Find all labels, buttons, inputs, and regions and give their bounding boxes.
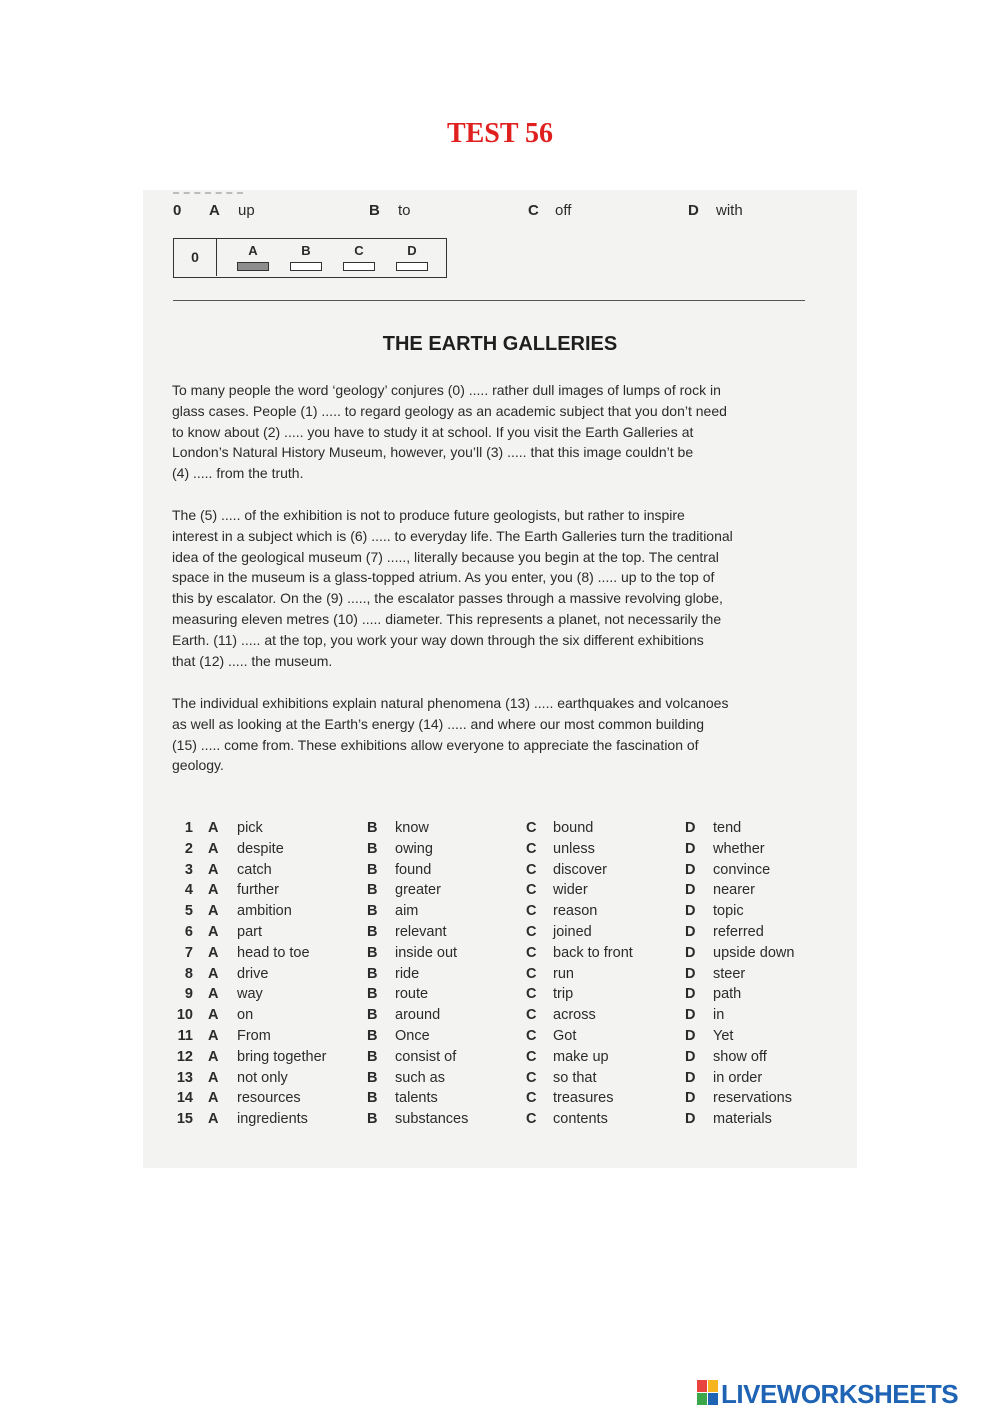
option-b: around [395,1007,441,1024]
answer-grid-letter: C [354,243,364,258]
option-letter-c: C [526,1007,537,1024]
question-number: 2 [184,840,193,857]
option-a: drive [237,965,269,982]
option-d: reservations [713,1090,792,1107]
option-c: treasures [553,1090,614,1107]
option-c: Got [553,1027,577,1044]
option-c: make up [553,1048,609,1065]
option-letter-c: C [526,1048,537,1065]
cropped-example-heading [173,184,243,194]
option-letter-a: A [208,1027,219,1044]
option-letter-a: A [208,903,219,920]
option-letter-a: A [208,923,219,940]
question-row [173,1090,823,1111]
option-d: show off [713,1048,767,1065]
question-number: 1 [184,820,193,836]
option-d: in [713,1007,725,1024]
option-a: despite [237,840,284,857]
option-c: trip [553,986,574,1003]
option-c: so that [553,1069,597,1086]
option-letter-a: A [208,1111,219,1128]
option-d: upside down [713,944,795,961]
option-d: tend [713,820,742,836]
answer-grid-cell [290,262,322,271]
paragraph-line: interest in a subject which is (6) ..... to everyday life. The Earth Galleries turn the traditional [172,527,733,544]
option-letter-a: A [208,1048,219,1065]
option-d: steer [713,965,746,982]
option-d: materials [713,1111,772,1128]
option-letter-d: D [685,1027,696,1044]
option-letter-d: D [685,944,696,961]
option-c: bound [553,820,594,836]
question-row [173,1049,823,1070]
paragraph-line: (15) ..... come from. These exhibitions allow everyone to appreciate the fascination of [172,736,699,753]
question-number: 11 [177,1027,193,1044]
question-number: 15 [176,1111,193,1128]
option-a: head to toe [237,944,310,961]
option-letter-a: A [208,1090,219,1107]
option-c: run [553,965,574,982]
option-letter-a: A [208,944,219,961]
option-letter-d: D [685,1090,696,1107]
option-letter-b: B [367,944,378,961]
question-number: 14 [176,1090,193,1107]
option-d: convince [713,861,771,878]
option-c: across [553,1007,596,1024]
question-row [173,1007,823,1028]
option-letter-a: A [208,820,219,836]
article-paragraph-2 [172,505,812,671]
question-number: 10 [176,1007,193,1024]
option-letter-c: C [526,923,537,940]
option-letter-c: C [526,986,537,1003]
option-c: discover [553,861,607,878]
option-letter-d: D [685,882,696,899]
paragraph-line: idea of the geological museum (7) ....., literally because you begin at the top. The central [172,548,719,565]
option-letter-c: C [526,965,537,982]
option-letter-c: C [526,861,537,878]
option-b: talents [395,1090,438,1107]
option-letter-d: D [685,1048,696,1065]
question-row [173,862,823,883]
option-c: joined [553,923,592,940]
example-option-a: up [238,202,255,219]
question-row [173,945,823,966]
option-a: way [237,986,263,1003]
answer-grid-letter: A [248,243,258,258]
question-number: 7 [184,944,193,961]
option-b: route [395,986,429,1003]
option-letter-a: A [208,1007,219,1024]
option-letter-c: C [526,1027,537,1044]
question-number: 12 [176,1048,193,1065]
option-letter-a: A [208,1069,219,1086]
option-b: know [395,820,429,836]
paragraph-line: (4) ..... from the truth. [172,465,304,482]
paragraph-line: geology. [172,757,224,774]
paragraph-line: The (5) ..... of the exhibition is not to produce future geologists, but rather to inspire [172,507,685,523]
option-a: not only [237,1069,288,1086]
example-letter-a: A [209,202,220,219]
option-letter-b: B [367,882,378,899]
option-letter-b: B [367,986,378,1003]
option-letter-d: D [685,820,696,836]
question-row [173,986,823,1007]
option-letter-d: D [685,1069,696,1086]
question-number: 9 [184,986,193,1003]
option-c: contents [553,1111,608,1128]
question-number: 3 [184,861,193,878]
option-letter-a: A [208,840,219,857]
example-letter-d: D [688,202,699,219]
option-b: aim [395,903,419,920]
option-c: back to front [553,944,633,961]
article-paragraph-1 [172,380,812,484]
answer-grid-cell-filled [237,262,269,271]
option-d: path [713,986,742,1003]
option-a: ingredients [237,1111,308,1128]
option-letter-c: C [526,820,537,836]
option-d: Yet [713,1027,734,1044]
option-letter-b: B [367,903,378,920]
option-letter-a: A [208,861,219,878]
option-letter-d: D [685,1111,696,1128]
paragraph-line: Earth. (11) ..... at the top, you work your way down through the six different exhibitions [172,631,704,648]
option-b: substances [395,1111,469,1128]
answer-grid-option-b [289,243,323,271]
answer-grid-option-d [395,243,429,271]
liveworksheets-logo-icon [697,1380,719,1406]
option-a: on [237,1007,254,1024]
option-letter-b: B [367,861,378,878]
option-b: found [395,861,432,878]
paragraph-line: glass cases. People (1) ..... to regard geology as an academic subject that you don’t need [172,402,727,419]
paragraph-line: this by escalator. On the (9) ....., the escalator passes through a massive revolving globe, [172,590,723,607]
option-a: further [237,882,279,899]
answer-options-table [173,820,823,1132]
option-b: relevant [395,923,447,940]
option-d: topic [713,903,744,920]
example-option-d: with [716,202,743,219]
section-divider [173,300,805,301]
answer-grid-number: 0 [174,239,217,276]
option-a: ambition [237,903,292,920]
option-letter-b: B [367,1048,378,1065]
paragraph-line: The individual exhibitions explain natural phenomena (13) ..... earthquakes and volcanoes [172,695,729,711]
example-number: 0 [173,202,182,219]
example-row [143,202,857,222]
question-number: 4 [184,882,193,899]
option-a: part [237,923,262,940]
option-letter-d: D [685,923,696,940]
paragraph-line: space in the museum is a glass-topped atrium. As you enter, you (8) ..... up to the top of [172,569,715,586]
option-letter-c: C [526,882,537,899]
option-a: From [237,1027,271,1044]
option-b: greater [395,882,441,899]
option-letter-d: D [685,986,696,1003]
answer-grid-cell [343,262,375,271]
option-c: reason [553,903,598,920]
question-row [173,966,823,987]
example-option-c: off [555,202,572,219]
option-a: bring together [237,1048,327,1065]
option-letter-b: B [367,820,378,836]
paragraph-line: as well as looking at the Earth’s energy (14) ..... and where our most common building [172,715,705,732]
answer-grid-letter: B [301,243,311,258]
option-letter-a: A [208,965,219,982]
option-letter-c: C [526,944,537,961]
question-row [173,1070,823,1091]
option-letter-a: A [208,882,219,899]
option-a: resources [237,1090,301,1107]
option-letter-c: C [526,1111,537,1128]
scanned-worksheet [143,190,857,1168]
answer-grid-option-a [236,243,270,271]
option-letter-b: B [367,1090,378,1107]
option-b: consist of [395,1048,457,1065]
option-a: pick [237,820,263,836]
paragraph-line: London’s Natural History Museum, however, you’ll (3) ..... that this image couldn’t be [172,444,694,461]
liveworksheets-brand: LIVEWORKSHEETS [721,1379,959,1409]
option-letter-b: B [367,1069,378,1086]
option-letter-b: B [367,965,378,982]
question-number: 6 [184,923,193,940]
option-d: nearer [713,882,755,899]
question-row [173,1111,823,1132]
option-d: referred [713,923,764,940]
page-title: TEST 56 [446,118,554,149]
option-c: wider [553,882,588,899]
option-letter-d: D [685,965,696,982]
option-d: in order [713,1069,763,1086]
question-number: 13 [176,1069,193,1086]
option-c: unless [553,840,595,857]
option-b: inside out [395,944,458,961]
example-option-b: to [398,202,411,219]
option-letter-a: A [208,986,219,1003]
question-row [173,1028,823,1049]
option-letter-c: C [526,1069,537,1086]
option-letter-b: B [367,1111,378,1128]
question-row [173,841,823,862]
paragraph-line: measuring eleven metres (10) ..... diameter. This represents a planet, not necessarily the [172,610,722,627]
option-letter-d: D [685,1007,696,1024]
question-row [173,882,823,903]
option-letter-c: C [526,1090,537,1107]
article-title: THE EARTH GALLERIES [382,333,618,355]
question-row [173,924,823,945]
option-letter-d: D [685,861,696,878]
option-b: ride [395,965,420,982]
article-paragraph-3 [172,693,812,776]
option-letter-d: D [685,840,696,857]
option-letter-b: B [367,1027,378,1044]
paragraph-line: to know about (2) ..... you have to study it at school. If you visit the Earth Galleries at [172,423,694,440]
option-a: catch [237,861,272,878]
paragraph-line: that (12) ..... the museum. [172,652,333,669]
option-b: Once [395,1027,430,1044]
option-letter-d: D [685,903,696,920]
question-number: 8 [184,965,193,982]
example-answer-grid [173,238,447,278]
option-letter-c: C [526,840,537,857]
option-b: such as [395,1069,445,1086]
question-row [173,820,823,841]
question-row [173,903,823,924]
question-number: 5 [184,903,193,920]
option-letter-c: C [526,903,537,920]
answer-grid-option-c [342,243,376,271]
option-d: whether [713,840,765,857]
option-letter-b: B [367,923,378,940]
option-letter-b: B [367,840,378,857]
example-letter-b: B [369,202,380,219]
answer-grid-letter: D [407,243,417,258]
paragraph-line: To many people the word ‘geology’ conjures (0) ..... rather dull images of lumps of rock in [172,382,721,398]
answer-grid-cell [396,262,428,271]
example-letter-c: C [528,202,539,219]
option-b: owing [395,840,433,857]
option-letter-b: B [367,1007,378,1024]
